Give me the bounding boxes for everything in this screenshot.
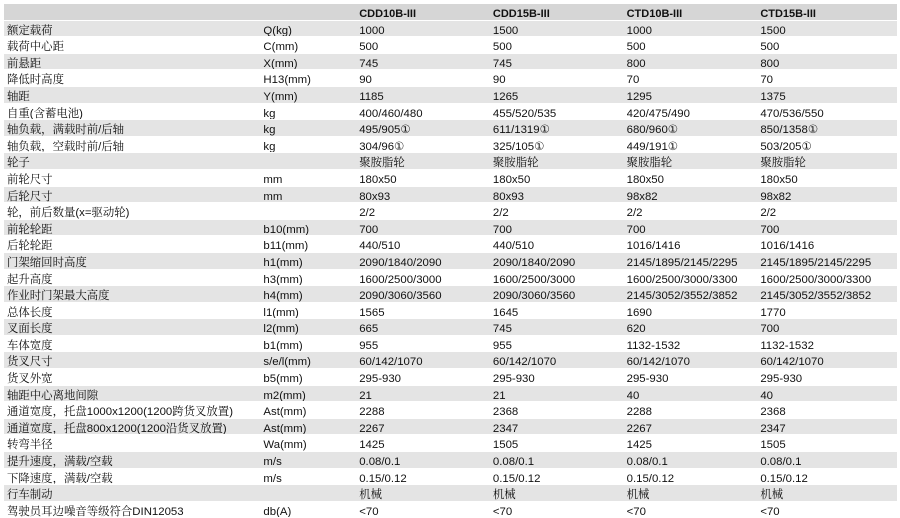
spec-value: 机械 xyxy=(492,489,516,501)
spec-value: 400/460/480 xyxy=(359,107,423,120)
spec-value: 2368 xyxy=(492,406,519,418)
spec-value: 440/510 xyxy=(492,240,535,252)
spec-value: 0.08/0.1 xyxy=(492,456,535,468)
table-row xyxy=(4,104,897,121)
spec-value: 2/2 xyxy=(359,207,376,219)
spec-value: 1000 xyxy=(359,24,385,37)
spec-label: 总体长度 xyxy=(7,306,53,319)
spec-value: 700 xyxy=(359,223,379,236)
spec-value: 2145/3052/3552/3852 xyxy=(626,290,738,302)
table-row xyxy=(4,286,897,303)
column-header-ctd15b: CTD15B-III xyxy=(760,8,816,20)
spec-value: 聚胺脂轮 xyxy=(626,157,673,169)
spec-unit: m/s xyxy=(263,472,282,485)
spec-unit: Ast(mm) xyxy=(263,406,307,418)
spec-value: 2347 xyxy=(760,422,786,435)
table-row xyxy=(4,319,897,336)
spec-value: 90 xyxy=(359,74,372,86)
table-row xyxy=(4,369,897,386)
spec-value: 1565 xyxy=(359,306,385,319)
spec-value: 1265 xyxy=(492,90,519,103)
spec-value: 2090/3060/3560 xyxy=(492,290,576,302)
spec-value: 80x93 xyxy=(492,190,524,203)
spec-value: 0.15/0.12 xyxy=(492,472,541,485)
spec-value: <70 xyxy=(760,505,780,518)
spec-value: 745 xyxy=(492,57,512,70)
spec-value: 2/2 xyxy=(760,207,777,219)
spec-value: 1645 xyxy=(492,306,519,319)
spec-value: 机械 xyxy=(760,489,784,501)
spec-value: 聚胺脂轮 xyxy=(492,157,539,169)
spec-value: 1295 xyxy=(626,90,652,103)
spec-value: 2368 xyxy=(760,406,786,418)
spec-value: 0.15/0.12 xyxy=(626,472,675,485)
spec-unit: b5(mm) xyxy=(263,373,303,385)
spec-value: 1770 xyxy=(760,306,786,319)
spec-label: 起升高度 xyxy=(7,273,53,286)
spec-value: 620 xyxy=(626,323,646,335)
spec-value: 60/142/1070 xyxy=(359,356,423,369)
spec-value: 2/2 xyxy=(626,207,643,219)
spec-value: 聚胺脂轮 xyxy=(359,157,405,169)
spec-unit: b11(mm) xyxy=(263,240,309,252)
spec-value: 1425 xyxy=(626,439,652,452)
spec-label: 轴负载，满载时前/后轴 xyxy=(7,124,125,136)
spec-unit: mm xyxy=(263,190,283,203)
spec-value: 1016/1416 xyxy=(626,240,681,252)
spec-label: 载荷中心距 xyxy=(7,41,64,53)
spec-label: 后轮轮距 xyxy=(7,240,53,252)
spec-value: 机械 xyxy=(626,489,650,501)
spec-value: 2145/1895/2145/2295 xyxy=(626,256,738,269)
spec-unit: b1(mm) xyxy=(263,339,303,352)
spec-value: 745 xyxy=(359,57,379,70)
spec-label: 自重(含蓄电池) xyxy=(7,107,83,120)
table-row xyxy=(4,21,897,38)
spec-value: <70 xyxy=(359,505,379,518)
spec-unit: Wa(mm) xyxy=(263,439,307,452)
spec-value: 2347 xyxy=(492,422,519,435)
table-row xyxy=(4,187,897,204)
spec-value: 2090/3060/3560 xyxy=(359,290,442,302)
spec-label: 驾驶员耳边噪音等级符合DIN12053 xyxy=(7,505,184,518)
spec-unit: C(mm) xyxy=(263,41,299,53)
spec-value: 1600/2500/3000 xyxy=(492,273,576,286)
spec-value: 180x50 xyxy=(626,173,664,186)
table-row xyxy=(4,435,897,452)
spec-value: 1375 xyxy=(760,90,786,103)
spec-value: 2288 xyxy=(626,406,652,418)
spec-value: 60/142/1070 xyxy=(492,356,557,369)
spec-label: 后轮尺寸 xyxy=(7,190,53,203)
spec-value: 800 xyxy=(760,57,780,70)
spec-value: 503/205① xyxy=(760,140,812,153)
spec-value: 680/960① xyxy=(626,124,678,136)
spec-label: 货叉外宽 xyxy=(7,373,53,385)
table-row xyxy=(4,452,897,469)
spec-unit: s/e/l(mm) xyxy=(263,356,311,369)
spec-unit: mm xyxy=(263,173,283,186)
spec-value: 1425 xyxy=(359,439,385,452)
spec-unit xyxy=(263,153,359,169)
spec-value: 2/2 xyxy=(492,207,509,219)
spec-label: 通道宽度，托盘1000x1200(1200跨货叉放置) xyxy=(7,406,233,418)
spec-value: 700 xyxy=(492,223,512,236)
spec-value: 0.15/0.12 xyxy=(359,472,407,485)
spec-value: 70 xyxy=(626,74,640,86)
spec-value: 700 xyxy=(760,323,780,335)
spec-unit: kg xyxy=(263,140,276,153)
spec-unit: m2(mm) xyxy=(263,389,306,402)
spec-value: 2267 xyxy=(626,422,652,435)
spec-value: 295-930 xyxy=(626,373,669,385)
spec-value: 60/142/1070 xyxy=(760,356,824,369)
spec-value: 90 xyxy=(492,74,506,86)
spec-unit: h1(mm) xyxy=(263,256,303,269)
table-row xyxy=(4,352,897,369)
spec-value: 1600/2500/3000/3300 xyxy=(760,273,872,286)
spec-value: 611/1319① xyxy=(492,124,550,136)
spec-label: 轴距 xyxy=(7,90,30,103)
spec-value: 40 xyxy=(626,389,640,402)
table-row xyxy=(4,386,897,403)
spec-unit: l2(mm) xyxy=(263,323,299,335)
spec-value: 40 xyxy=(760,389,773,402)
spec-value: 500 xyxy=(492,41,512,53)
table-row xyxy=(4,502,897,518)
table-row xyxy=(4,485,897,502)
header-unit-cell xyxy=(263,4,359,20)
spec-value: 500 xyxy=(359,41,379,53)
spec-value: 500 xyxy=(626,41,646,53)
spec-value: 1690 xyxy=(626,306,652,319)
spec-label: 轮子 xyxy=(7,157,30,169)
spec-value: 聚胺脂轮 xyxy=(760,157,806,169)
spec-value: 180x50 xyxy=(359,173,397,186)
table-row xyxy=(4,336,897,353)
spec-unit xyxy=(263,203,359,219)
spec-value: 2288 xyxy=(359,406,385,418)
spec-label: 转弯半径 xyxy=(7,439,53,452)
spec-value: 1016/1416 xyxy=(760,240,815,252)
spec-value: 440/510 xyxy=(359,240,401,252)
spec-value: 1132-1532 xyxy=(760,339,814,352)
spec-unit: kg xyxy=(263,124,276,136)
spec-unit: H13(mm) xyxy=(263,74,311,86)
spec-label: 下降速度，满载/空载 xyxy=(7,472,113,485)
spec-unit: kg xyxy=(263,107,276,120)
spec-value: 745 xyxy=(492,323,512,335)
spec-value: 21 xyxy=(492,389,506,402)
spec-value: 0.08/0.1 xyxy=(359,456,401,468)
spec-value: 665 xyxy=(359,323,379,335)
spec-value: 470/536/550 xyxy=(760,107,824,120)
table-body xyxy=(4,21,897,518)
header-label-cell xyxy=(4,4,263,20)
spec-value: 70 xyxy=(760,74,773,86)
spec-value: 850/1358① xyxy=(760,124,819,136)
table-row xyxy=(4,303,897,320)
table-row xyxy=(4,37,897,54)
spec-value: 455/520/535 xyxy=(492,107,557,120)
spec-value: 449/191① xyxy=(626,140,678,153)
spec-value: 1505 xyxy=(760,439,786,452)
spec-label: 提升速度，满载/空载 xyxy=(7,456,113,468)
spec-value: 295-930 xyxy=(359,373,402,385)
spec-value: 0.15/0.12 xyxy=(760,472,808,485)
table-row xyxy=(4,469,897,486)
spec-label: 轴负载，空载时前/后轴 xyxy=(7,140,125,153)
spec-value: 60/142/1070 xyxy=(626,356,690,369)
spec-value: 325/105① xyxy=(492,140,545,153)
spec-value: 2145/1895/2145/2295 xyxy=(760,256,872,269)
spec-value: 机械 xyxy=(359,489,382,501)
spec-unit: b10(mm) xyxy=(263,223,309,236)
spec-unit xyxy=(263,485,359,501)
spec-value: 800 xyxy=(626,57,646,70)
spec-value: 1600/2500/3000 xyxy=(359,273,442,286)
spec-value: 1600/2500/3000/3300 xyxy=(626,273,738,286)
spec-label: 行车制动 xyxy=(7,489,53,501)
spec-value: 180x50 xyxy=(492,173,531,186)
spec-value: 955 xyxy=(359,339,379,352)
table-row xyxy=(4,137,897,154)
table-row xyxy=(4,203,897,220)
spec-unit: l1(mm) xyxy=(263,306,299,319)
table-row xyxy=(4,220,897,237)
spec-unit: db(A) xyxy=(263,505,292,518)
table-row xyxy=(4,419,897,436)
spec-label: 额定载荷 xyxy=(7,24,53,37)
spec-value: 700 xyxy=(760,223,780,236)
spec-label: 门架缩回时高度 xyxy=(7,256,87,269)
spec-value: 1185 xyxy=(359,90,384,103)
spec-value: 98x82 xyxy=(626,190,658,203)
spec-label: 轮，前后数量(x=驱动轮) xyxy=(7,207,130,219)
table-row xyxy=(4,402,897,419)
spec-value: 21 xyxy=(359,389,372,402)
table-row xyxy=(4,87,897,104)
spec-label: 作业时门架最大高度 xyxy=(7,290,110,302)
spec-value: 955 xyxy=(492,339,512,352)
spec-value: 420/475/490 xyxy=(626,107,690,120)
spec-label: 降低时高度 xyxy=(7,74,64,86)
spec-value: 0.08/0.1 xyxy=(626,456,668,468)
spec-unit: Q(kg) xyxy=(263,24,292,37)
spec-value: 80x93 xyxy=(359,190,391,203)
spec-value: 180x50 xyxy=(760,173,798,186)
table-row xyxy=(4,170,897,187)
spec-value: 2090/1840/2090 xyxy=(492,256,576,269)
spec-value: <70 xyxy=(492,505,513,518)
spec-value: 700 xyxy=(626,223,646,236)
spec-unit: h3(mm) xyxy=(263,273,303,286)
table-row xyxy=(4,120,897,137)
spec-value: 0.08/0.1 xyxy=(760,456,802,468)
spec-label: 前轮轮距 xyxy=(7,223,53,236)
spec-label: 通道宽度，托盘800x1200(1200沿货叉放置) xyxy=(7,422,227,435)
spec-value: <70 xyxy=(626,505,646,518)
spec-table xyxy=(4,4,897,518)
table-row xyxy=(4,270,897,287)
spec-unit: Y(mm) xyxy=(263,90,298,103)
spec-value: 1505 xyxy=(492,439,519,452)
spec-label: 叉面长度 xyxy=(7,323,53,335)
spec-unit: h4(mm) xyxy=(263,290,303,302)
spec-value: 295-930 xyxy=(760,373,803,385)
spec-value: 2267 xyxy=(359,422,385,435)
spec-label: 前轮尺寸 xyxy=(7,173,53,186)
column-header-ctd10b: CTD10B-III xyxy=(626,8,683,20)
column-header-cdd15b: CDD15B-III xyxy=(492,8,550,20)
table-row xyxy=(4,236,897,253)
spec-value: 1000 xyxy=(626,24,652,37)
spec-unit: Ast(mm) xyxy=(263,422,307,435)
table-row xyxy=(4,153,897,170)
spec-value: 495/905① xyxy=(359,124,411,136)
spec-unit: X(mm) xyxy=(263,57,298,70)
spec-unit: m/s xyxy=(263,456,282,468)
spec-value: 1132-1532 xyxy=(626,339,681,352)
spec-label: 车体宽度 xyxy=(7,339,53,352)
spec-value: 304/96① xyxy=(359,140,405,153)
table-row xyxy=(4,70,897,87)
table-row xyxy=(4,253,897,270)
table-row xyxy=(4,54,897,71)
spec-value: 500 xyxy=(760,41,780,53)
spec-label: 轴距中心离地间隙 xyxy=(7,389,99,402)
spec-value: 2145/3052/3552/3852 xyxy=(760,290,872,302)
spec-value: 2090/1840/2090 xyxy=(359,256,442,269)
table-header-row xyxy=(4,4,897,21)
spec-label: 前悬距 xyxy=(7,57,42,70)
spec-label: 货叉尺寸 xyxy=(7,356,53,369)
spec-value: 1500 xyxy=(492,24,519,37)
spec-value: 1500 xyxy=(760,24,786,37)
column-header-cdd10b: CDD10B-III xyxy=(359,8,417,20)
spec-value: 98x82 xyxy=(760,190,792,203)
spec-value: 295-930 xyxy=(492,373,535,385)
